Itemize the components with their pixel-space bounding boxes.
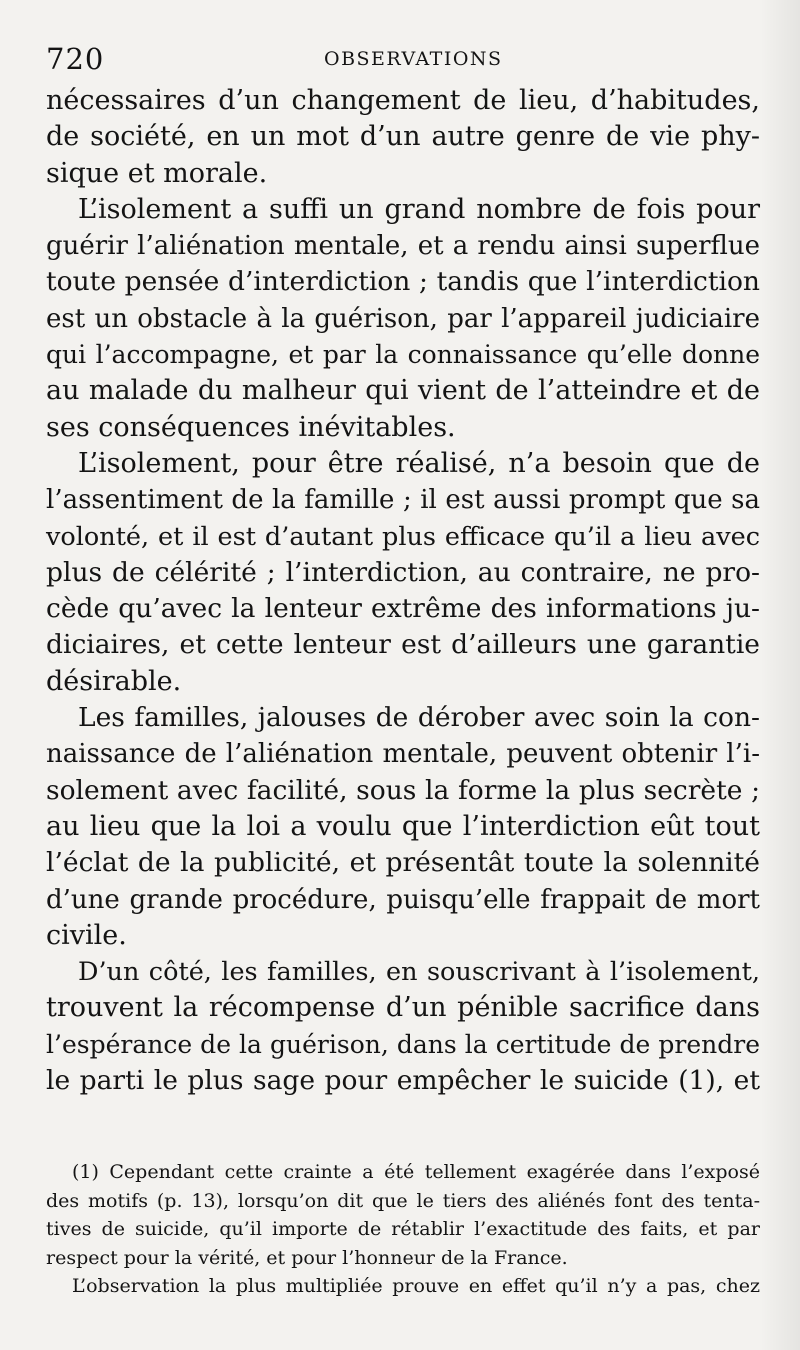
text-line: naissance de l’aliénation mentale, peuvent obtenir l’i- [46,739,760,770]
text-line: volonté, et il est d’autant plus efficace qu’il a lieu avec [46,521,760,552]
text-line: D’un côté, les familles, en souscrivant à l’isolement, [78,957,760,988]
text-line: toute pensée d’interdiction ; tandis que l’interdiction [46,266,760,298]
text-line: ses conséquences inévitables. [46,411,456,443]
text-line: trouvent la récompense d’un pénible sacrifice dans [46,992,760,1024]
text-line: cède qu’avec la lenteur extrême des informations ju- [46,593,760,625]
text-line: L’isolement a suffi un grand nombre de fois pour [78,193,760,225]
footnote-line: L’observation la plus multipliée prouve en effet qu’il n’y a pas, chez [72,1275,760,1297]
body-text [46,83,760,1099]
text-line: sique et morale. [46,157,268,189]
text-line: civile. [46,919,127,951]
page-header [46,42,760,78]
footnote-line: tives de suicide, qu’il importe de rétablir l’exactitude des faits, et par [46,1218,760,1240]
text-line: nécessaires d’un changement de lieu, d’habitudes, [46,85,760,116]
text-line: au malade du malheur qui vient de l’atteindre et de [46,375,760,407]
text-line: plus de célérité ; l’interdiction, au contraire, ne pro- [46,556,760,588]
text-line: Les familles, jalouses de dérober avec soin la con- [78,702,760,734]
page-edge-shadow [760,0,800,1350]
text-line: au lieu que la loi a voulu que l’interdiction eût tout [46,810,760,842]
running-head: OBSERVATIONS [324,48,503,70]
text-line: l’assentiment de la famille ; il est aussi prompt que sa [46,485,760,516]
footnote-line: (1) Cependant cette crainte a été tellement exagérée dans l’exposé [72,1161,760,1183]
text-line: qui l’accompagne, et par la connaissance qu’elle donne [46,340,760,370]
text-line: diciaires, et cette lenteur est d’ailleurs une garantie [46,629,760,661]
text-line: est un obstacle à la guérison, par l’appareil judiciaire [46,303,760,334]
footnotes [46,1158,760,1301]
text-line: l’espérance de la guérison, dans la certitude de prendre [46,1029,760,1059]
text-line: désirable. [46,665,182,697]
text-line: de société, en un mot d’un autre genre de vie phy- [46,121,760,153]
text-line: L’isolement, pour être réalisé, n’a besoin que de [78,447,760,479]
text-line: d’une grande procédure, puisqu’elle frappait de mort [46,884,760,915]
footnote-line: des motifs (p. 13), lorsqu’on dit que le tiers des aliénés font des tenta- [46,1189,760,1212]
text-line: le parti le plus sage pour empêcher le suicide (1), et [46,1065,760,1097]
text-line: solement avec facilité, sous la forme la plus secrète ; [46,774,760,806]
page-number: 720 [46,42,105,76]
footnote-line: respect pour la vérité, et pour l’honneur de la France. [46,1246,568,1269]
text-line: l’éclat de la publicité, et présentât toute la solennité [46,847,760,879]
text-line: guérir l’aliénation mentale, et a rendu ainsi superflue [46,231,760,262]
